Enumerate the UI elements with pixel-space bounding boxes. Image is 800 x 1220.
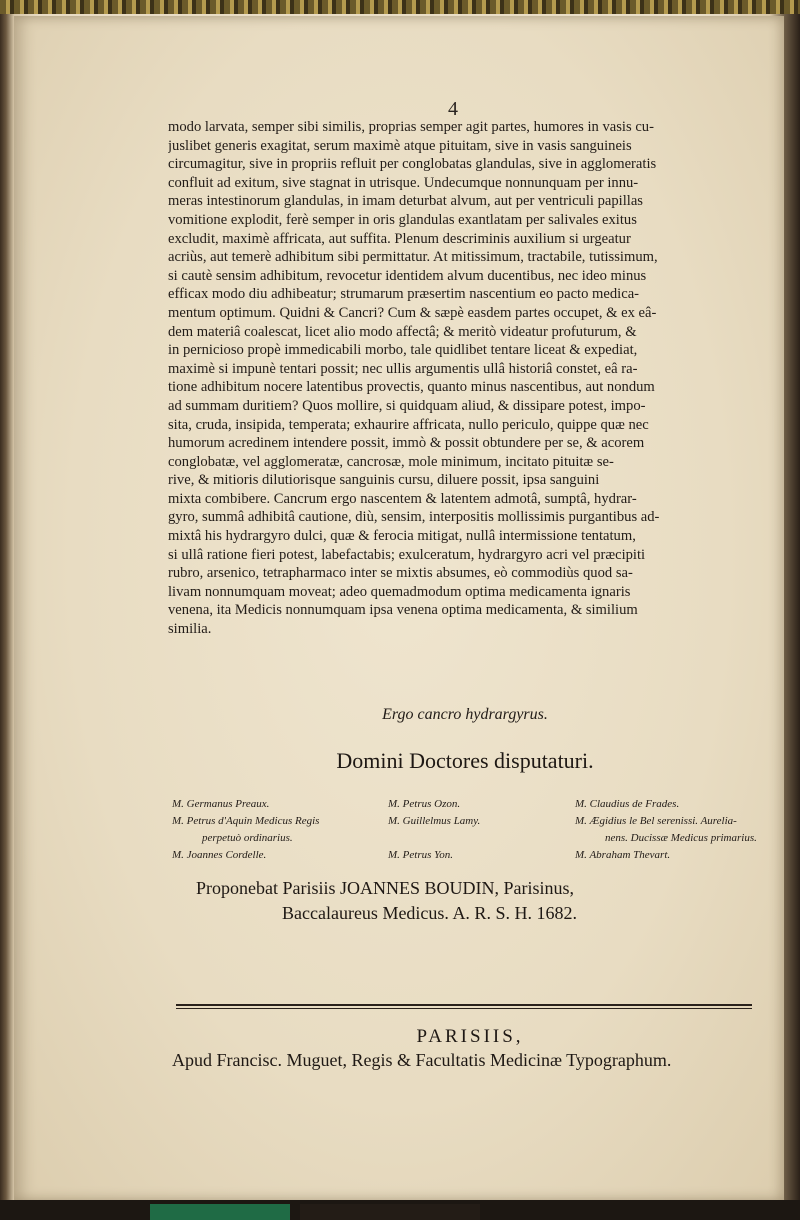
doctor-entry: M. Germanus Preaux.: [172, 798, 270, 810]
body-line: acriùs, aut temerè adhibitum sibi permittatur. At mitissimum, tractabile, tutissimum,: [168, 249, 658, 266]
body-line: tione adhibitum nocere latentibus provectis, quanto minus nascentibus, aut nondum: [168, 379, 655, 396]
body-line: conglobatæ, vel agglomeratæ, cancrosæ, mole minimum, incitato pituitæ se-: [168, 453, 614, 470]
body-line: modo larvata, semper sibi similis, proprias semper agit partes, humores in vasis cu-: [168, 119, 654, 135]
green-tab: [150, 1204, 290, 1220]
body-line: juslibet generis exagitat, serum maximè atque pituitam, sive in vasis sanguineis: [168, 137, 632, 154]
body-line: maximè si impunè tentari possit; nec ullis argumentis ullâ historiâ constet, eâ ra-: [168, 360, 638, 377]
body-line: excludit, maximè affricata, aut suffita. Plenum descriminis auxilium si urgeatur: [168, 230, 631, 247]
imprint-publisher: Apud Francisc. Muguet, Regis & Facultatis Medicinæ Typographum.: [172, 1050, 672, 1070]
doctor-entry: M. Joannes Cordelle.: [172, 849, 267, 861]
body-line: livam nonnumquam moveat; adeo quemadmodum optima medicamenta ignaris: [168, 583, 631, 600]
body-line: mixta combibere. Cancrum ergo nascentem & latentem admotâ, sumptâ, hydrar-: [168, 490, 637, 507]
body-text: [168, 118, 768, 639]
doctor-entry: M. Petrus Ozon.: [388, 798, 461, 810]
body-line: mentum optimum. Quidni & Cancri? Cum & sæpè easdem partes occupet, & ex eâ-: [168, 304, 657, 321]
proponebat-line-2: Baccalaureus Medicus. A. R. S. H. 1682.: [282, 903, 577, 923]
body-line: efficax modo diu adhibeatur; strumarum præsertim nascentium eo pacto medica-: [168, 286, 640, 303]
doctor-entry: nens. Ducissæ Medicus primarius.: [605, 832, 757, 844]
body-line: in pernicioso propè immedicabili morbo, tale quidlibet tentare liceat & expediat,: [168, 342, 638, 359]
proponebat-block: [196, 876, 756, 926]
body-line: mixtâ his hydrargyro dulci, quæ & ferocia mitigat, nullâ intermissione tentatum,: [168, 528, 636, 545]
body-line: rubro, arsenico, tetrapharmaco inter se mixtis absumes, eò commodiùs quod sa-: [168, 565, 633, 582]
doctors-column-2: [388, 796, 578, 864]
page-number: 4: [448, 98, 458, 120]
body-line: humorum acredinem intendere possit, immò & possit obtundere per se, & acorem: [168, 435, 645, 452]
horizontal-rule-thin: [176, 1008, 752, 1009]
body-line: si ullâ ratione fieri potest, labefactabis; exulceratum, hydrargyro acri vel præcipiti: [168, 546, 646, 563]
body-line: similia.: [168, 621, 212, 638]
body-line: rive, & mitioris dilutiorisque sanguinis cursu, diluere possit, ipsa sanguini: [168, 472, 600, 489]
doctor-entry: [388, 830, 578, 847]
body-line: vomitione explodit, ferè semper in oris glandulas exantlatam per salivales exitus: [168, 211, 637, 228]
body-line: venena, ita Medicis nonnumquam ipsa venena optima medicamenta, & similium: [168, 602, 638, 619]
dark-tab: [300, 1204, 480, 1220]
body-line: circumagitur, sive in propriis refluit per conglobatas glandulas, sive in agglomeratis: [168, 156, 657, 173]
conclusion-line: Ergo cancro hydrargyrus.: [382, 706, 548, 723]
body-line: dem materiâ coalescat, licet alio modo affectâ; & meritò videatur profuturum, &: [168, 323, 637, 340]
doctor-entry: M. Petrus Yon.: [388, 849, 453, 861]
doctor-entry: M. Abraham Thevart.: [575, 849, 671, 861]
doctor-entry: M. Petrus d'Aquin Medicus Regis: [172, 815, 320, 827]
body-line: confluit ad exitum, sive stagnat in utrisque. Undecumque nonnunquam per innu-: [168, 174, 639, 191]
doctors-column-3: [575, 796, 775, 864]
imprint-city: PARISIIS,: [416, 1026, 524, 1047]
proponebat-line-1: Proponebat Parisiis JOANNES BOUDIN, Parisinus,: [196, 878, 574, 898]
body-line: sita, cruda, insipida, temperata; exhaurire affricata, nullo periculo, quippe quæ nec: [168, 416, 649, 433]
doctor-entry: M. Guillelmus Lamy.: [388, 815, 481, 827]
doctors-heading: Domini Doctores disputaturi.: [336, 748, 594, 773]
body-line: si cautè sensim adhibitum, revocetur identidem alvum ducentibus, nec ideo minus: [168, 267, 647, 284]
gilt-top-edge: [0, 0, 800, 14]
body-line: gyro, summâ adhibitâ cautione, diù, sensim, interpositis mollissimis purgantibus ad-: [168, 509, 660, 526]
body-line: meras intestinorum glandulas, in imam deturbat alvum, aut per ventriculi papillas: [168, 193, 643, 210]
doctor-entry: perpetuò ordinarius.: [202, 832, 293, 844]
horizontal-rule: [176, 1004, 752, 1006]
doctors-column-1: [172, 796, 392, 864]
doctor-entry: M. Ægidius le Bel serenissi. Aurelia-: [575, 815, 737, 827]
body-line: ad summam duritiem? Quos mollire, si quidquam aliud, & dissipare potest, impo-: [168, 397, 646, 414]
doctor-entry: M. Claudius de Frades.: [575, 798, 680, 810]
